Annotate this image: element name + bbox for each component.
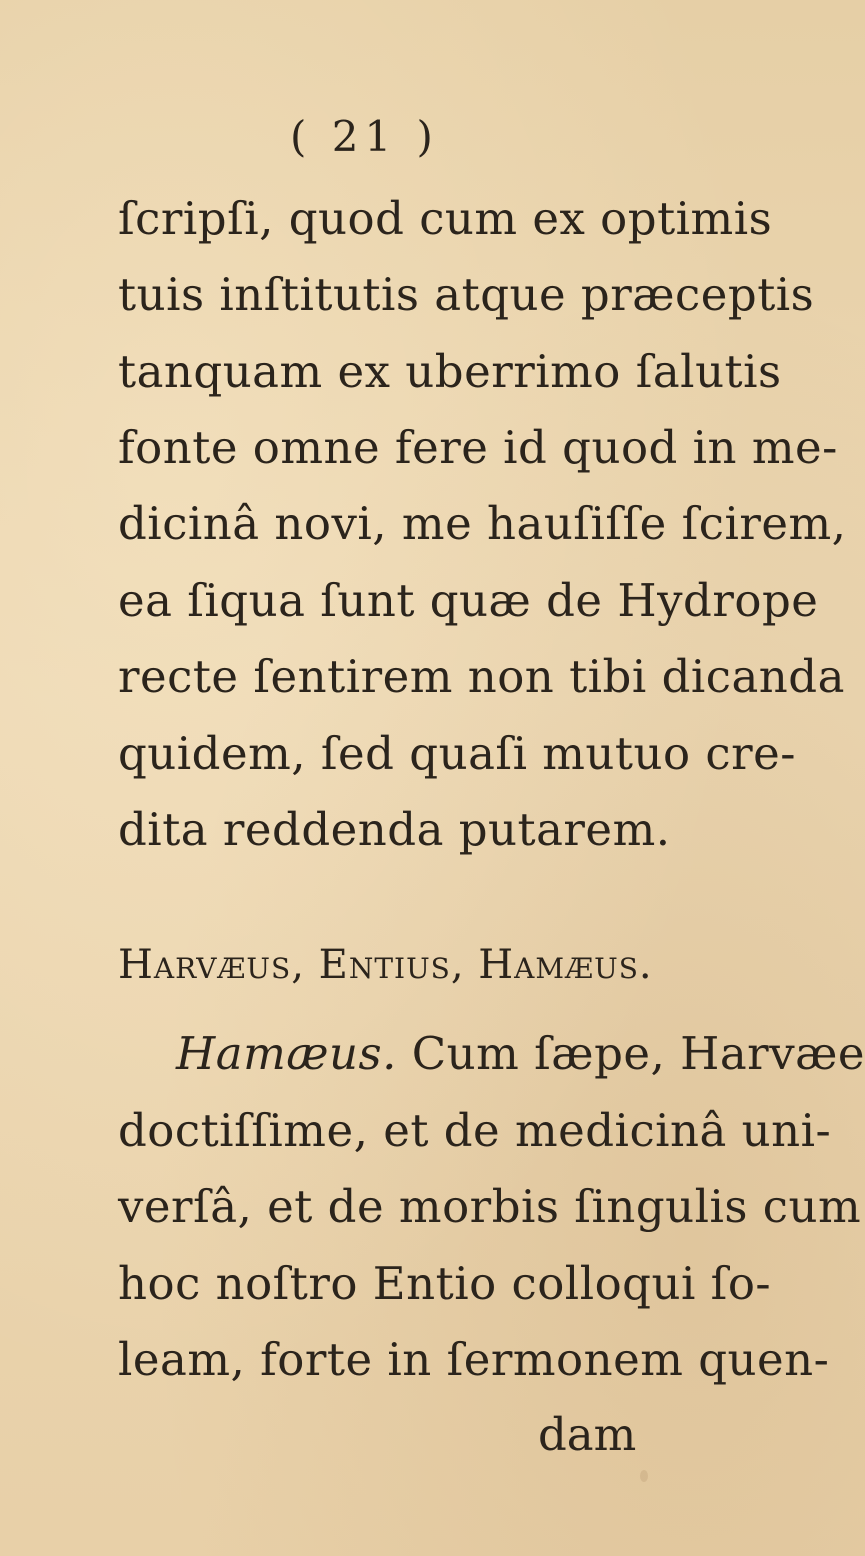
text-line-1: ſcripſi, quod cum ex optimis xyxy=(118,192,773,245)
text-line-2: tuis inſtitutis atque præceptis xyxy=(118,268,815,321)
speech-line-5: leam, forte in ſermonem quen- xyxy=(118,1333,830,1386)
page-number: ( 21 ) xyxy=(290,112,439,161)
ink-speck xyxy=(640,1470,648,1482)
speech-line-2: doctiſſime, et de medicinâ uni- xyxy=(118,1104,832,1157)
text-line-4: fonte omne fere id quod in me- xyxy=(118,421,838,474)
text-line-9: dita reddenda putarem. xyxy=(118,803,671,856)
speaker-name: Hamæus. xyxy=(176,1027,397,1080)
text-line-6: ea ſiqua ſunt quæ de Hydrope xyxy=(118,574,819,627)
speech-first-line xyxy=(176,1027,865,1080)
speech-line-3: verſâ, et de morbis ſingulis cum xyxy=(118,1180,862,1233)
text-line-7: recte ſentirem non tibi dicanda xyxy=(118,650,845,703)
catchword: dam xyxy=(538,1408,637,1461)
speakers-heading: Harvæus, Entius, Hamæus. xyxy=(118,942,653,988)
text-line-3: tanquam ex uberrimo ſalutis xyxy=(118,345,782,398)
speech-line-4: hoc noſtro Entio colloqui ſo- xyxy=(118,1257,772,1310)
speech-first-line-text: Cum ſæpe, Harvæe xyxy=(396,1027,865,1080)
text-line-5: dicinâ novi, me hauſiſſe ſcirem, xyxy=(118,497,847,550)
text-line-8: quidem, ſed quaſi mutuo cre- xyxy=(118,727,796,780)
